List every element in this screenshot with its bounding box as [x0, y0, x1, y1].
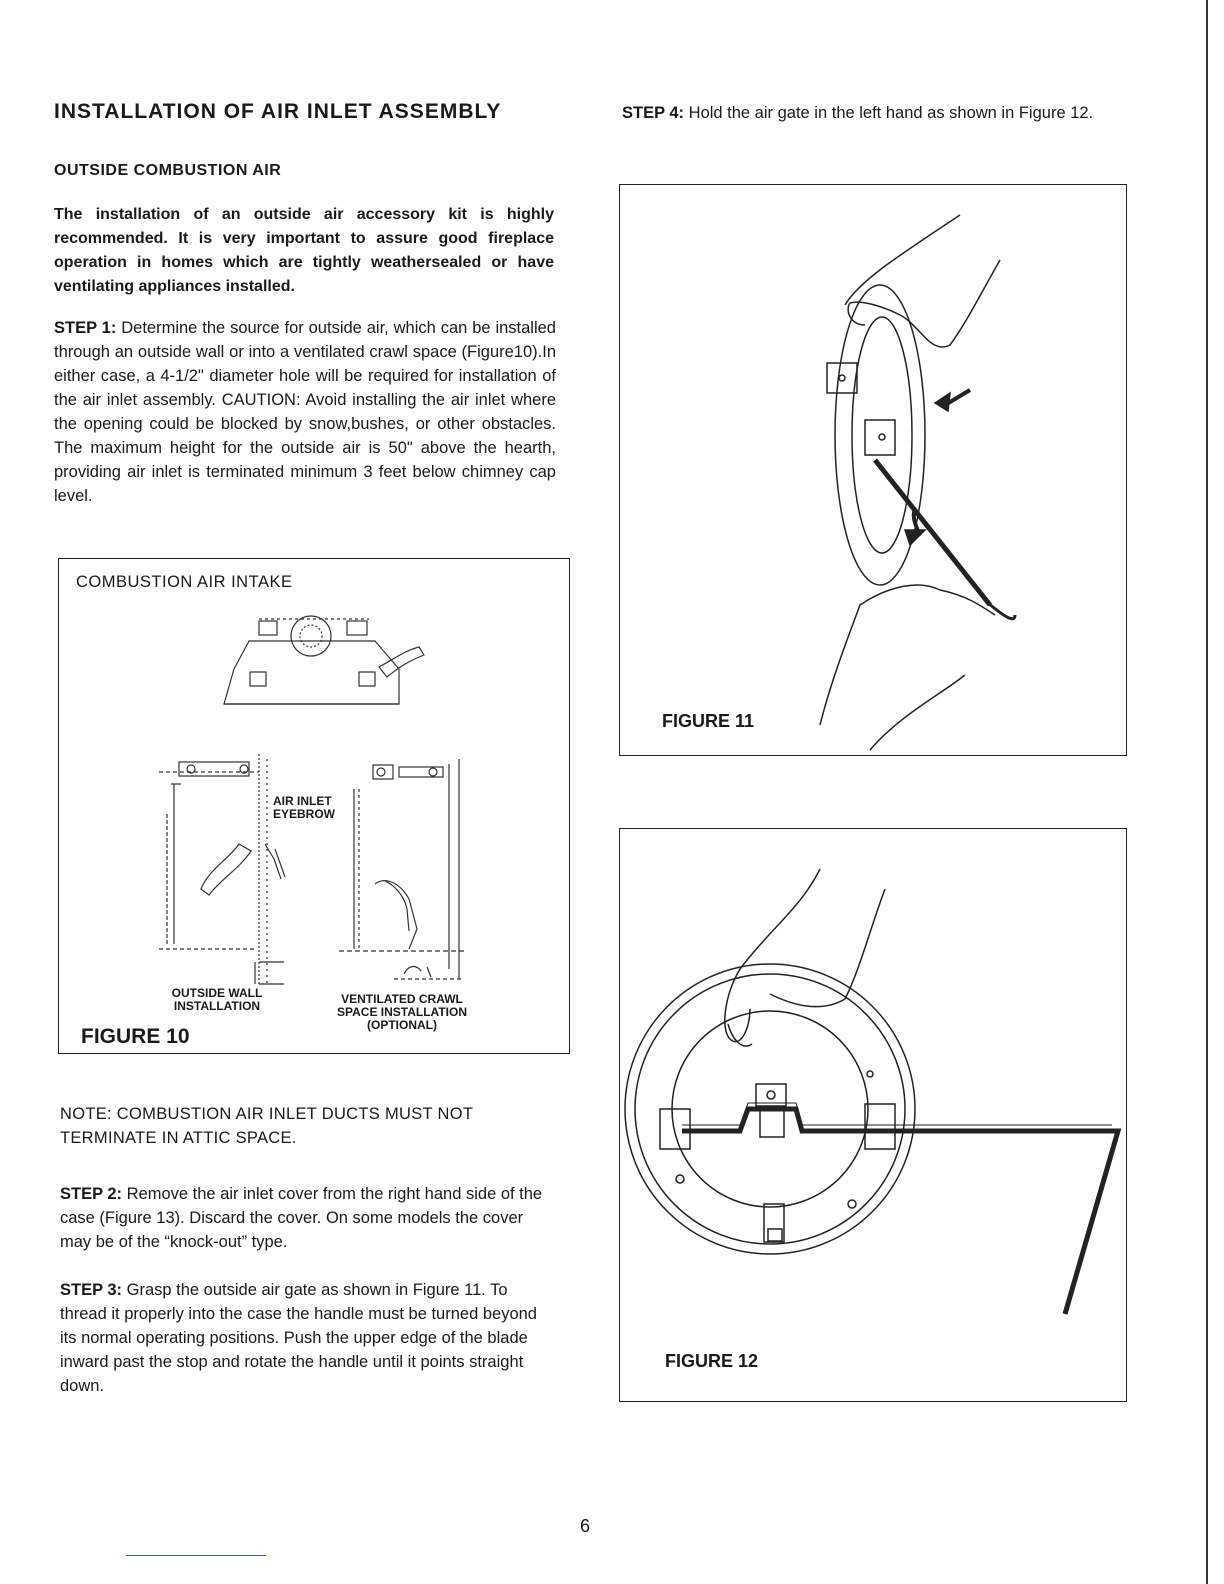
note: NOTE: COMBUSTION AIR INLET DUCTS MUST NOT TERMINATE IN ATTIC SPACE. [60, 1105, 473, 1147]
figure-11-illustration [620, 185, 1126, 755]
figure-10 [58, 558, 570, 1054]
figure-11 [619, 184, 1127, 756]
figure-10-caption-right: VENTILATED CRAWL SPACE INSTALLATION (OPTIONAL) [337, 992, 467, 1032]
step-3-label: STEP 3: [60, 1281, 123, 1299]
step-1-label: STEP 1: [54, 319, 117, 337]
step-4-text: Hold the air gate in the left hand as shown in Figure 12. [684, 104, 1094, 122]
section-heading: OUTSIDE COMBUSTION AIR [54, 162, 282, 179]
footer-divider [126, 1555, 266, 1556]
figure-10-heading: COMBUSTION AIR INTAKE [76, 573, 293, 591]
step-1-text: Determine the source for outside air, which can be installed through an outside wall or into a ventilated crawl space (Figure10).In either case, a 4-1/2" diameter hole will be required for installation of the air inlet assembly. CAUTION: Avoid installing the air inlet where the opening could be blocked by snow,bushes, or other obstacles. The maximum height for the outside air is 50" above the hearth, providing air inlet is terminated minimum 3 feet below chimney cap level. [54, 319, 556, 505]
step-4 [622, 101, 1132, 125]
page-edge [1206, 0, 1208, 1584]
step-2-label: STEP 2: [60, 1185, 123, 1203]
figure-10-caption-left: OUTSIDE WALL INSTALLATION [171, 986, 263, 1013]
figure-12 [619, 828, 1127, 1402]
figure-10-callout: AIR INLET EYEBROW [273, 794, 336, 821]
figure-10-title: FIGURE 10 [81, 1025, 190, 1048]
figure-11-title: FIGURE 11 [662, 711, 755, 731]
page-number: 6 [580, 1516, 591, 1536]
step-2-text: Remove the air inlet cover from the right hand side of the case (Figure 13). Discard the cover. On some models the cover may be of the “knock-out” type. [60, 1185, 543, 1251]
step-1 [54, 316, 556, 508]
step-2 [60, 1182, 558, 1254]
figure-12-illustration [620, 829, 1126, 1401]
intro-paragraph: The installation of an outside air accessory kit is highly recommended. It is very important to assure good fireplace operation in homes which are tightly weathersealed or have ventilating appliances installed. [54, 206, 554, 295]
figure-12-title: FIGURE 12 [665, 1351, 759, 1371]
page-title: INSTALLATION OF AIR INLET ASSEMBLY [54, 100, 502, 123]
step-3 [60, 1278, 558, 1398]
step-3-text: Grasp the outside air gate as shown in Figure 11. To thread it properly into the case the handle must be turned beyond its normal operating positions. Push the upper edge of the blade inward past the stop and rotate the handle until it points straight down. [60, 1281, 537, 1395]
step-4-label: STEP 4: [622, 104, 685, 122]
